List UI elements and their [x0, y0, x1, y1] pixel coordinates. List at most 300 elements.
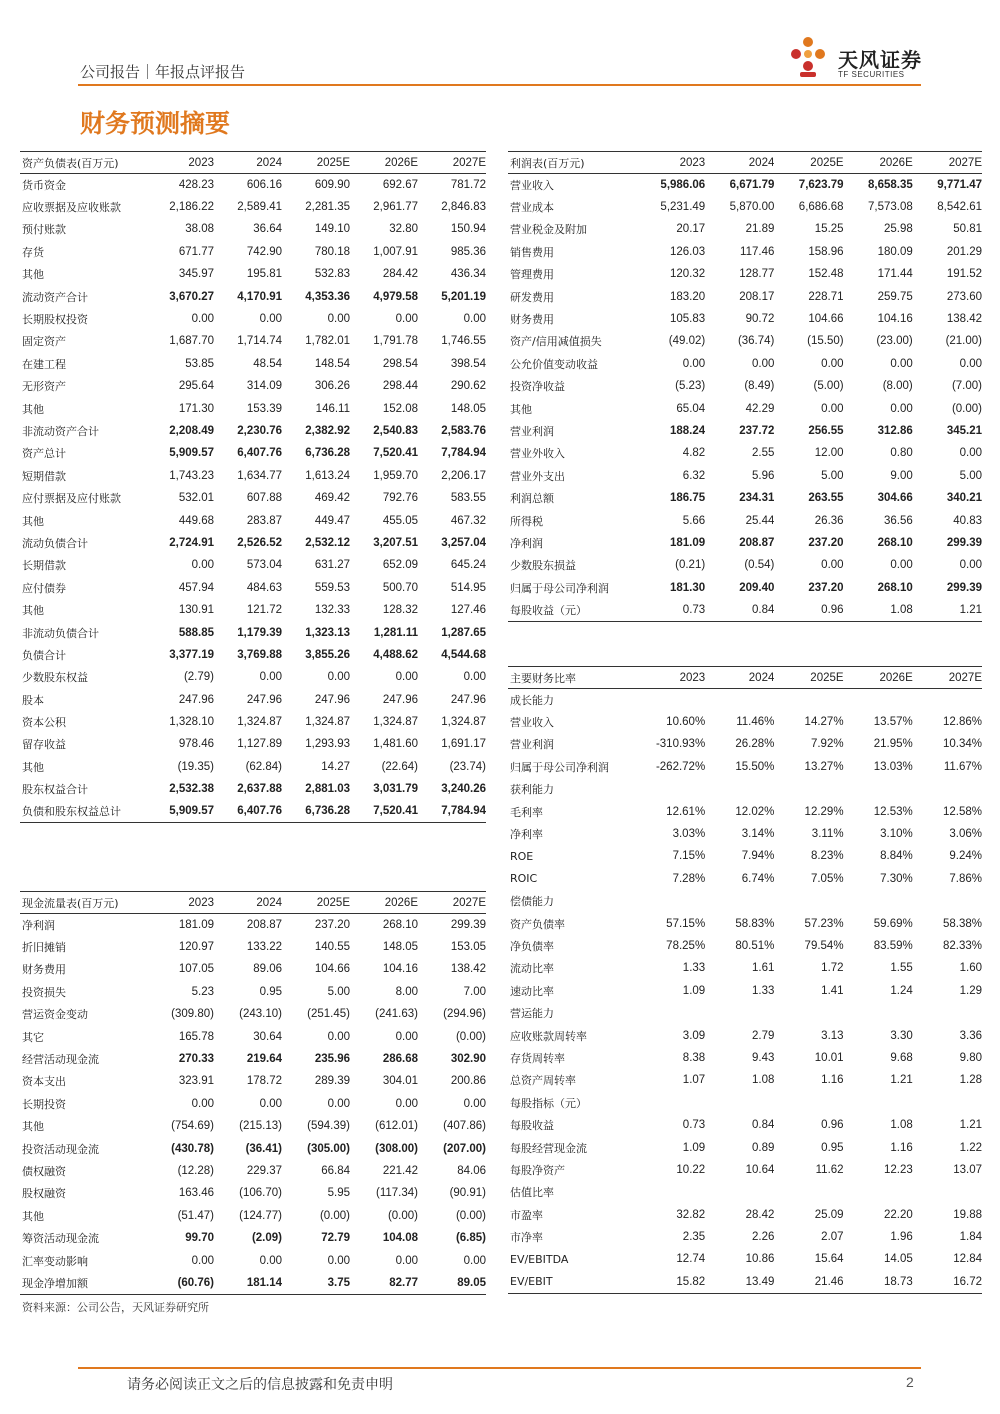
value-cell: 1.33 — [751, 984, 775, 997]
table-row — [508, 1248, 982, 1270]
value-cell: 7,520.41 — [350, 800, 418, 822]
table-row — [20, 800, 486, 822]
value-cell: 5,909.57 — [146, 800, 214, 822]
value-cell: 10.01 — [814, 1051, 844, 1064]
value-cell: 0.00 — [463, 1254, 486, 1267]
table-row — [508, 1159, 982, 1181]
value-cell: 10.60% — [666, 716, 706, 729]
value-cell: 259.75 — [877, 290, 913, 303]
value-cell: 2,382.92 — [305, 424, 350, 437]
table-row — [508, 1069, 982, 1091]
row-label: 债权融资 — [22, 1164, 66, 1178]
income-statement-table — [508, 151, 982, 622]
value-cell: 532.83 — [314, 268, 350, 281]
value-cell: (0.00) — [951, 402, 982, 415]
value-cell: (23.74) — [449, 760, 486, 773]
value-cell: 0.00 — [259, 1254, 282, 1267]
row-label: 利润总额 — [510, 492, 554, 506]
table-row — [20, 1003, 486, 1025]
value-cell: 3.13 — [821, 1029, 844, 1042]
value-cell: 10.86 — [745, 1253, 775, 1266]
value-cell: 181.14 — [214, 1272, 282, 1294]
value-cell: 467.32 — [450, 514, 486, 527]
table-row — [20, 420, 486, 442]
value-cell: 72.79 — [321, 1232, 350, 1245]
table-row — [20, 330, 486, 352]
row-label: 其他 — [22, 268, 44, 282]
value-cell — [774, 689, 843, 711]
value-cell: 5,201.19 — [441, 290, 486, 303]
value-cell: 82.33% — [942, 939, 982, 952]
value-cell: 0.73 — [636, 599, 705, 621]
value-cell: 6.32 — [682, 469, 706, 482]
value-cell: 0.96 — [774, 599, 843, 621]
value-cell: 209.40 — [739, 581, 775, 594]
value-cell: 140.55 — [314, 941, 350, 954]
value-cell — [913, 1181, 982, 1203]
row-label: 管理费用 — [510, 268, 554, 282]
value-cell: 484.63 — [246, 581, 282, 594]
value-cell: 2,724.91 — [169, 536, 214, 549]
column-header: 2027E — [913, 152, 982, 174]
value-cell — [705, 1092, 774, 1114]
value-cell: 631.27 — [314, 559, 350, 572]
value-cell: 120.32 — [670, 268, 706, 281]
table-row — [508, 1092, 982, 1114]
value-cell: 0.00 — [682, 357, 706, 370]
value-cell: 0.00 — [959, 559, 982, 572]
table-row — [20, 353, 486, 375]
report-category: 公司报告｜年报点评报告 — [80, 63, 246, 81]
value-cell: 298.44 — [382, 380, 418, 393]
value-cell: 8,658.35 — [867, 178, 913, 191]
value-cell: 3,855.26 — [305, 648, 350, 661]
row-label: 固定资产 — [22, 335, 66, 349]
value-cell: 1.61 — [751, 962, 775, 975]
row-label: 经营活动现金流 — [22, 1053, 99, 1067]
value-cell: 235.96 — [314, 1053, 350, 1066]
cash-flow-table — [20, 891, 486, 1295]
row-label: ROIC — [510, 872, 538, 886]
value-cell: 1,959.70 — [373, 469, 418, 482]
row-label: 总资产周转率 — [510, 1074, 576, 1088]
table-row — [508, 420, 982, 442]
value-cell: 1,782.01 — [305, 335, 350, 348]
value-cell: 1.21 — [959, 1119, 982, 1132]
value-cell: (62.84) — [245, 760, 282, 773]
value-cell: 3.03% — [672, 828, 706, 841]
value-cell: 79.54% — [804, 939, 844, 952]
value-cell: 0.00 — [191, 313, 214, 326]
value-cell: 3.14% — [741, 828, 775, 841]
value-cell: 57.15% — [666, 917, 706, 930]
value-cell: 132.33 — [314, 604, 350, 617]
row-label: 营业外支出 — [510, 469, 565, 483]
value-cell: 0.00 — [751, 357, 775, 370]
value-cell: 2.55 — [751, 447, 775, 460]
value-cell: 36.64 — [253, 223, 282, 236]
logo-text: 天风证券 — [838, 48, 922, 72]
column-header: 2027E — [913, 667, 982, 689]
value-cell: 3,207.51 — [373, 536, 418, 549]
column-header: 2024 — [705, 152, 774, 174]
row-label: 所得税 — [510, 514, 543, 528]
value-cell: 219.64 — [246, 1053, 282, 1066]
value-cell: 345.21 — [946, 424, 982, 437]
row-label: 非流动负债合计 — [22, 626, 99, 640]
table-row — [508, 174, 982, 196]
value-cell: 8.00 — [395, 985, 418, 998]
value-cell: 0.00 — [327, 671, 350, 684]
value-cell: 15.25 — [814, 223, 844, 236]
value-cell: 3.36 — [959, 1029, 982, 1042]
value-cell: 36.56 — [883, 514, 913, 527]
value-cell: 117.46 — [740, 245, 775, 258]
value-cell: 0.00 — [327, 1097, 350, 1110]
row-label: 资产总计 — [22, 447, 66, 461]
row-label: 营运资金变动 — [22, 1008, 88, 1022]
row-label: 应付票据及应付账款 — [22, 492, 121, 506]
value-cell — [774, 890, 843, 912]
column-header: 2025E — [774, 667, 843, 689]
value-cell: 559.53 — [314, 581, 350, 594]
value-cell: (754.69) — [171, 1120, 214, 1133]
value-cell: 0.95 — [821, 1141, 844, 1154]
value-cell: 3.09 — [682, 1029, 706, 1042]
row-label: 销售费用 — [510, 245, 554, 259]
value-cell: 15.64 — [814, 1253, 844, 1266]
value-cell: 105.83 — [670, 313, 706, 326]
row-label: 货币资金 — [22, 178, 66, 192]
value-cell: 0.00 — [395, 313, 418, 326]
value-cell: (309.80) — [171, 1008, 214, 1021]
value-cell: 263.55 — [808, 492, 844, 505]
table-header-row — [20, 152, 486, 174]
value-cell: 428.23 — [178, 178, 214, 191]
table-row — [20, 442, 486, 464]
table-title: 现金流量表(百万元) — [20, 892, 146, 914]
value-cell: 1,714.74 — [237, 335, 282, 348]
value-cell: 4,353.36 — [305, 290, 350, 303]
table-row — [20, 577, 486, 599]
value-cell: 5,231.49 — [660, 201, 706, 214]
value-cell: 171.30 — [178, 402, 214, 415]
row-label: 归属于母公司净利润 — [510, 581, 609, 595]
table-title: 利润表(百万元) — [508, 152, 636, 174]
row-label: 毛利率 — [510, 805, 543, 819]
table-title: 主要财务比率 — [508, 667, 636, 689]
value-cell: 304.01 — [382, 1075, 418, 1088]
value-cell: (12.28) — [177, 1164, 214, 1177]
value-cell: 2,961.77 — [373, 201, 418, 214]
row-label: 非流动资产合计 — [22, 424, 99, 438]
value-cell: 89.05 — [418, 1272, 486, 1294]
value-cell: 1,691.17 — [441, 738, 486, 751]
page-title: 财务预测摘要 — [80, 109, 231, 138]
table-row — [20, 1048, 486, 1070]
value-cell: 208.87 — [246, 918, 282, 931]
value-cell: 9.43 — [751, 1051, 775, 1064]
value-cell: 25.09 — [814, 1208, 844, 1221]
value-cell — [844, 1002, 913, 1024]
value-cell: 32.80 — [389, 223, 418, 236]
value-cell: 2,846.83 — [441, 201, 486, 214]
value-cell: 229.37 — [246, 1164, 282, 1177]
value-cell: 12.58% — [942, 805, 982, 818]
row-label: EV/EBIT — [508, 1271, 636, 1293]
value-cell: 436.34 — [450, 268, 486, 281]
value-cell: 314.09 — [246, 380, 282, 393]
page-number: 2 — [906, 1374, 914, 1390]
value-cell: (36.41) — [245, 1142, 282, 1155]
table-row — [20, 778, 486, 800]
table-row — [508, 241, 982, 263]
table-row — [508, 711, 982, 733]
table-row — [20, 509, 486, 531]
value-cell: 11.46% — [736, 716, 775, 729]
value-cell: 5.00 — [959, 469, 982, 482]
value-cell: 0.95 — [259, 985, 282, 998]
value-cell: 573.04 — [246, 559, 282, 572]
table-row — [508, 442, 982, 464]
value-cell: 0.00 — [959, 447, 982, 460]
value-cell — [844, 1092, 913, 1114]
balance-sheet-table — [20, 151, 486, 823]
value-cell: 99.70 — [185, 1232, 214, 1245]
column-header: 2027E — [418, 892, 486, 914]
value-cell: 104.16 — [382, 963, 418, 976]
value-cell: 65.04 — [676, 402, 706, 415]
row-label: 归属于母公司净利润 — [510, 760, 609, 774]
value-cell: 25.44 — [745, 514, 775, 527]
table-title: 资产负债表(百万元) — [20, 152, 146, 174]
value-cell: 290.62 — [450, 380, 486, 393]
value-cell: (23.00) — [876, 335, 913, 348]
value-cell: 7.05% — [810, 872, 844, 885]
value-cell: 299.39 — [946, 536, 982, 549]
value-cell: 5.23 — [191, 985, 214, 998]
value-cell: 12.74 — [676, 1253, 706, 1266]
value-cell: 80.51% — [735, 939, 775, 952]
value-cell: 607.88 — [246, 492, 282, 505]
value-cell: 0.00 — [890, 402, 913, 415]
row-label: 净负债率 — [510, 939, 554, 953]
value-cell: 247.96 — [382, 693, 418, 706]
value-cell: 30.64 — [253, 1030, 282, 1043]
value-cell: 1,743.23 — [169, 469, 214, 482]
value-cell: 13.49 — [705, 1271, 774, 1293]
row-label: 市净率 — [510, 1231, 543, 1245]
value-cell: 0.00 — [259, 671, 282, 684]
value-cell: 237.20 — [808, 536, 844, 549]
value-cell: 2,526.52 — [237, 536, 282, 549]
value-cell — [705, 689, 774, 711]
value-cell: 78.25% — [666, 939, 706, 952]
value-cell: 0.00 — [463, 671, 486, 684]
table-row — [20, 285, 486, 307]
table-row — [508, 912, 982, 934]
column-header: 2025E — [282, 152, 350, 174]
table-row — [20, 1093, 486, 1115]
value-cell: 457.94 — [178, 581, 214, 594]
table-row — [20, 914, 486, 936]
row-label: 营业利润 — [510, 424, 554, 438]
value-cell: 1.24 — [890, 984, 913, 997]
value-cell: 398.54 — [450, 357, 486, 370]
value-cell: 1.22 — [959, 1141, 982, 1154]
table-row — [20, 263, 486, 285]
value-cell: 1.29 — [959, 984, 982, 997]
value-cell: 201.29 — [946, 245, 982, 258]
value-cell: 21.89 — [745, 223, 775, 236]
value-cell: 221.42 — [382, 1164, 418, 1177]
value-cell: 158.96 — [808, 245, 844, 258]
value-cell: 298.54 — [382, 357, 418, 370]
value-cell: (7.00) — [951, 380, 982, 393]
value-cell: 5,870.00 — [729, 201, 775, 214]
row-label: ROE — [510, 849, 534, 863]
table-row — [508, 532, 982, 554]
row-label: 流动比率 — [510, 962, 554, 976]
value-cell: (21.00) — [945, 335, 982, 348]
value-cell: (0.00) — [455, 1030, 486, 1043]
row-label: 营业收入 — [510, 716, 554, 730]
row-label: 公允价值变动收益 — [510, 357, 598, 371]
row-label: 其他 — [22, 760, 44, 774]
value-cell: 152.08 — [382, 402, 418, 415]
value-cell: 171.44 — [877, 268, 913, 281]
value-cell: 1.16 — [890, 1141, 913, 1154]
value-cell: 304.66 — [877, 492, 913, 505]
column-header: 2023 — [636, 152, 705, 174]
table-row — [508, 1226, 982, 1248]
value-cell: 2.07 — [821, 1231, 844, 1244]
row-label: 营业税金及附加 — [510, 223, 587, 237]
value-cell: 150.94 — [450, 223, 486, 236]
table-row — [508, 397, 982, 419]
value-cell — [844, 1181, 913, 1203]
value-cell: 104.66 — [314, 963, 350, 976]
value-cell: 273.60 — [946, 290, 982, 303]
value-cell: (2.79) — [183, 671, 214, 684]
row-label: 每股收益 — [510, 1119, 554, 1133]
financial-ratios-table — [508, 666, 982, 1294]
table-row — [20, 218, 486, 240]
value-cell: 14.27% — [804, 716, 844, 729]
row-label: 投资损失 — [22, 985, 66, 999]
table-row — [20, 241, 486, 263]
value-cell: -262.72% — [655, 760, 706, 773]
value-cell: 208.17 — [739, 290, 775, 303]
value-cell: 153.05 — [450, 941, 486, 954]
value-cell: 532.01 — [178, 492, 214, 505]
value-cell: 20.17 — [676, 223, 706, 236]
value-cell: 6,736.28 — [305, 447, 350, 460]
value-cell: (6.85) — [455, 1232, 486, 1245]
value-cell: 588.85 — [178, 626, 214, 639]
value-cell: 3,670.27 — [169, 290, 214, 303]
value-cell — [636, 689, 705, 711]
table-row — [508, 196, 982, 218]
value-cell: 9.24% — [949, 850, 982, 863]
value-cell: 12.53% — [873, 805, 913, 818]
table-row — [20, 1137, 486, 1159]
row-label: 营业利润 — [510, 738, 554, 752]
row-label: 资产/信用减值损失 — [510, 335, 602, 349]
row-label: 现金净增加额 — [20, 1272, 146, 1294]
table-row — [20, 196, 486, 218]
value-cell: 1.08 — [890, 1119, 913, 1132]
column-header: 2024 — [214, 152, 282, 174]
row-label: 长期股权投资 — [22, 313, 88, 327]
value-cell: 188.24 — [670, 424, 706, 437]
value-cell: (5.00) — [813, 380, 844, 393]
value-cell: 1.28 — [959, 1074, 982, 1087]
value-cell — [636, 1092, 705, 1114]
table-row — [508, 1181, 982, 1203]
value-cell: 792.76 — [382, 492, 418, 505]
value-cell: 583.55 — [450, 492, 486, 505]
value-cell: 1.33 — [682, 962, 706, 975]
table-row — [508, 1203, 982, 1225]
value-cell: 2,589.41 — [237, 201, 282, 214]
value-cell: 181.09 — [670, 536, 706, 549]
row-label: 市盈率 — [510, 1208, 543, 1222]
value-cell: 2.79 — [751, 1029, 775, 1042]
value-cell: 25.98 — [883, 223, 913, 236]
value-cell: 284.42 — [382, 268, 418, 281]
header-divider — [78, 84, 921, 86]
value-cell — [636, 778, 705, 800]
value-cell: 3.10% — [880, 828, 913, 841]
value-cell: 22.20 — [883, 1208, 913, 1221]
row-label: 偿债能力 — [510, 895, 554, 909]
value-cell: 186.75 — [670, 492, 706, 505]
source-note: 资料来源：公司公告，天风证券研究所 — [22, 1301, 209, 1314]
table-header-row — [508, 152, 982, 174]
value-cell: 5.00 — [327, 985, 350, 998]
value-cell: 104.66 — [808, 313, 844, 326]
value-cell: 13.27% — [804, 760, 844, 773]
value-cell: 1.08 — [751, 1074, 775, 1087]
column-header: 2025E — [282, 892, 350, 914]
value-cell: 181.09 — [178, 918, 214, 931]
value-cell: 652.09 — [382, 559, 418, 572]
table-row — [508, 689, 982, 711]
value-cell: 0.00 — [463, 1097, 486, 1110]
column-header: 2026E — [350, 892, 418, 914]
value-cell: 4,544.68 — [441, 648, 486, 661]
row-label: EV/EBITDA — [510, 1252, 569, 1266]
value-cell: (19.35) — [177, 760, 214, 773]
value-cell: 120.97 — [178, 941, 214, 954]
table-row — [508, 935, 982, 957]
table-row — [20, 1070, 486, 1092]
table-row — [508, 1136, 982, 1158]
table-row — [20, 644, 486, 666]
table-row — [508, 778, 982, 800]
value-cell: 1,324.87 — [373, 716, 418, 729]
value-cell: 2,230.76 — [237, 424, 282, 437]
value-cell: 82.77 — [350, 1272, 418, 1294]
table-row — [20, 599, 486, 621]
table-row — [508, 1047, 982, 1069]
value-cell: 4,488.62 — [373, 648, 418, 661]
row-label: 成长能力 — [510, 693, 554, 707]
column-header: 2026E — [844, 667, 913, 689]
column-header: 2023 — [636, 667, 705, 689]
value-cell: 28.42 — [745, 1208, 775, 1221]
